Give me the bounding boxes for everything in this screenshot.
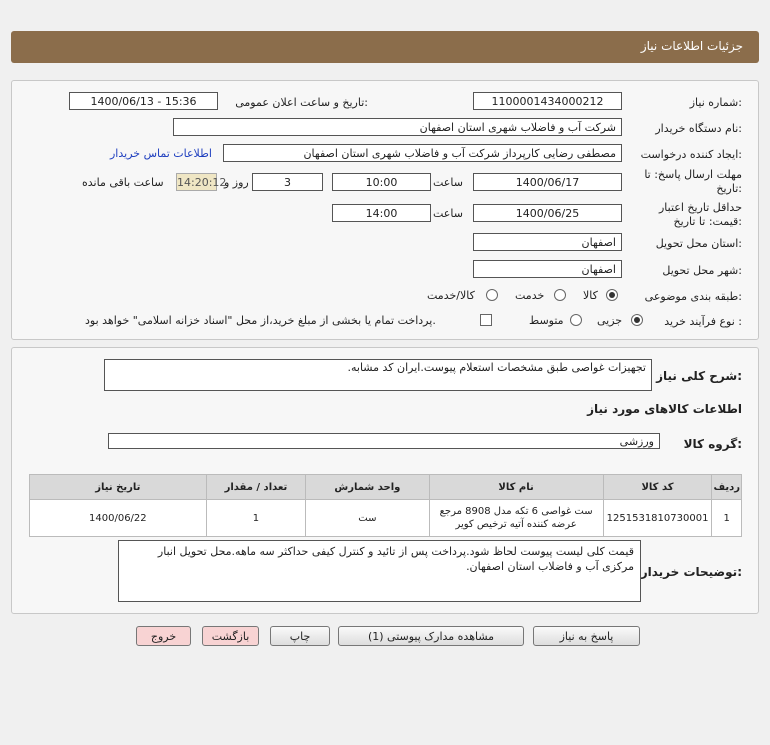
process-label: نوع فرآیند خرید :	[664, 315, 742, 328]
summary-field: تجهیزات غواصی طبق مشخصات استعلام پیوست.ایران کد مشابه.	[104, 359, 652, 391]
buyer-org-label: نام دستگاه خریدار:	[655, 122, 742, 135]
col-unit-header: واحد شمارش	[306, 475, 429, 500]
category-radio-service[interactable]	[554, 289, 566, 301]
validity-label-line1: حداقل تاریخ اعتبار	[658, 201, 742, 214]
category-option-goods: کالا	[583, 289, 598, 302]
cell-row: 1	[712, 500, 742, 537]
province-field: اصفهان	[473, 233, 622, 251]
province-label: استان محل تحویل:	[655, 237, 742, 250]
validity-label-line2: قیمت: تا تاریخ:	[673, 215, 742, 228]
col-date-header: تاریخ نیاز	[30, 475, 207, 500]
page-header	[11, 31, 759, 63]
need-number-label: شماره نیاز:	[689, 96, 742, 109]
remaining-label: ساعت باقی مانده	[82, 176, 164, 189]
table-row	[30, 500, 742, 537]
deadline-time-label: ساعت	[433, 176, 463, 189]
treasury-payment-note: پرداخت تمام یا بخشی از مبلغ خرید،از محل "اسناد خزانه اسلامی" خواهد بود.	[85, 314, 436, 327]
buyer-notes-field: قیمت کلی لیست پیوست لحاظ شود.پرداخت پس از تائید و کنترل کیفی حداکثر سه ماهه.محل تحویل انبار مرکزی آب و فاضلاب استان اصفهان.	[118, 540, 641, 602]
process-option-minor: جزیی	[597, 314, 623, 327]
need-number-field: 1100001434000212	[473, 92, 622, 110]
validity-time-field: 14:00	[332, 204, 431, 222]
treasury-payment-checkbox[interactable]	[480, 314, 492, 326]
buyer-contact-link[interactable]: اطلاعات تماس خریدار	[110, 147, 212, 160]
cell-name: ست غواصی 6 تکه مدل 8908 مرجع عرضه کننده آتیه ترخیص کویر	[429, 500, 603, 537]
cell-unit: ست	[306, 500, 429, 537]
days-label: روز و	[224, 176, 249, 189]
validity-time-label: ساعت	[433, 207, 463, 220]
col-qty-header: تعداد / مقدار	[206, 475, 306, 500]
col-name-header: نام کالا	[429, 475, 603, 500]
creator-field: مصطفی رضایی کارپرداز شرکت آب و فاضلاب شهری استان اصفهان	[223, 144, 622, 162]
col-row-header: ردیف	[712, 475, 742, 500]
page-title: جزئیات اطلاعات نیاز	[640, 39, 743, 53]
category-radio-goods-service[interactable]	[486, 289, 498, 301]
validity-label	[659, 201, 742, 229]
deadline-time-field: 10:00	[332, 173, 431, 191]
deadline-date-field: 1400/06/17	[473, 173, 622, 191]
buyer-org-field: شرکت آب و فاضلاب شهری استان اصفهان	[173, 118, 622, 136]
goods-table-header	[30, 475, 742, 500]
category-radio-goods[interactable]	[606, 289, 618, 301]
category-option-goods-service: کالا/خدمت	[427, 289, 475, 302]
cell-qty: 1	[206, 500, 306, 537]
back-button[interactable]: بازگشت	[202, 626, 259, 646]
exit-button[interactable]: خروج	[136, 626, 191, 646]
col-code-header: کد کالا	[603, 475, 712, 500]
days-field: 3	[252, 173, 323, 191]
category-option-service: خدمت	[515, 289, 545, 302]
remaining-time-field: 14:20:12	[176, 173, 217, 191]
buyer-notes-label: توضیحات خریدار:	[640, 565, 742, 579]
announce-datetime-label: تاریخ و ساعت اعلان عمومی:	[235, 96, 368, 109]
city-field: اصفهان	[473, 260, 622, 278]
process-radio-medium[interactable]	[570, 314, 582, 326]
announce-datetime-field: 1400/06/13 - 15:36	[69, 92, 218, 110]
deadline-label-line1: مهلت ارسال پاسخ: تا	[644, 168, 742, 181]
city-label: شهر محل تحویل:	[662, 264, 742, 277]
print-button[interactable]: چاپ	[270, 626, 330, 646]
category-label: طبقه بندی موضوعی:	[644, 290, 742, 303]
cell-date: 1400/06/22	[30, 500, 207, 537]
attachments-button[interactable]: مشاهده مدارک پیوستی (1)	[338, 626, 524, 646]
deadline-label-line2: تاریخ:	[716, 182, 742, 195]
cell-code: 1251531810730001	[603, 500, 712, 537]
creator-label: ایجاد کننده درخواست:	[640, 148, 742, 161]
process-option-medium: متوسط	[529, 314, 564, 327]
summary-label: شرح کلی نیاز:	[656, 369, 742, 383]
validity-date-field: 1400/06/25	[473, 204, 622, 222]
deadline-label	[644, 168, 742, 196]
goods-table	[29, 474, 742, 537]
goods-group-field: ورزشی	[108, 433, 660, 449]
goods-group-label: گروه کالا:	[683, 437, 742, 451]
process-radio-minor[interactable]	[631, 314, 643, 326]
items-section-title: اطلاعات کالاهای مورد نیاز	[587, 402, 742, 416]
reply-button[interactable]: پاسخ به نیاز	[533, 626, 640, 646]
